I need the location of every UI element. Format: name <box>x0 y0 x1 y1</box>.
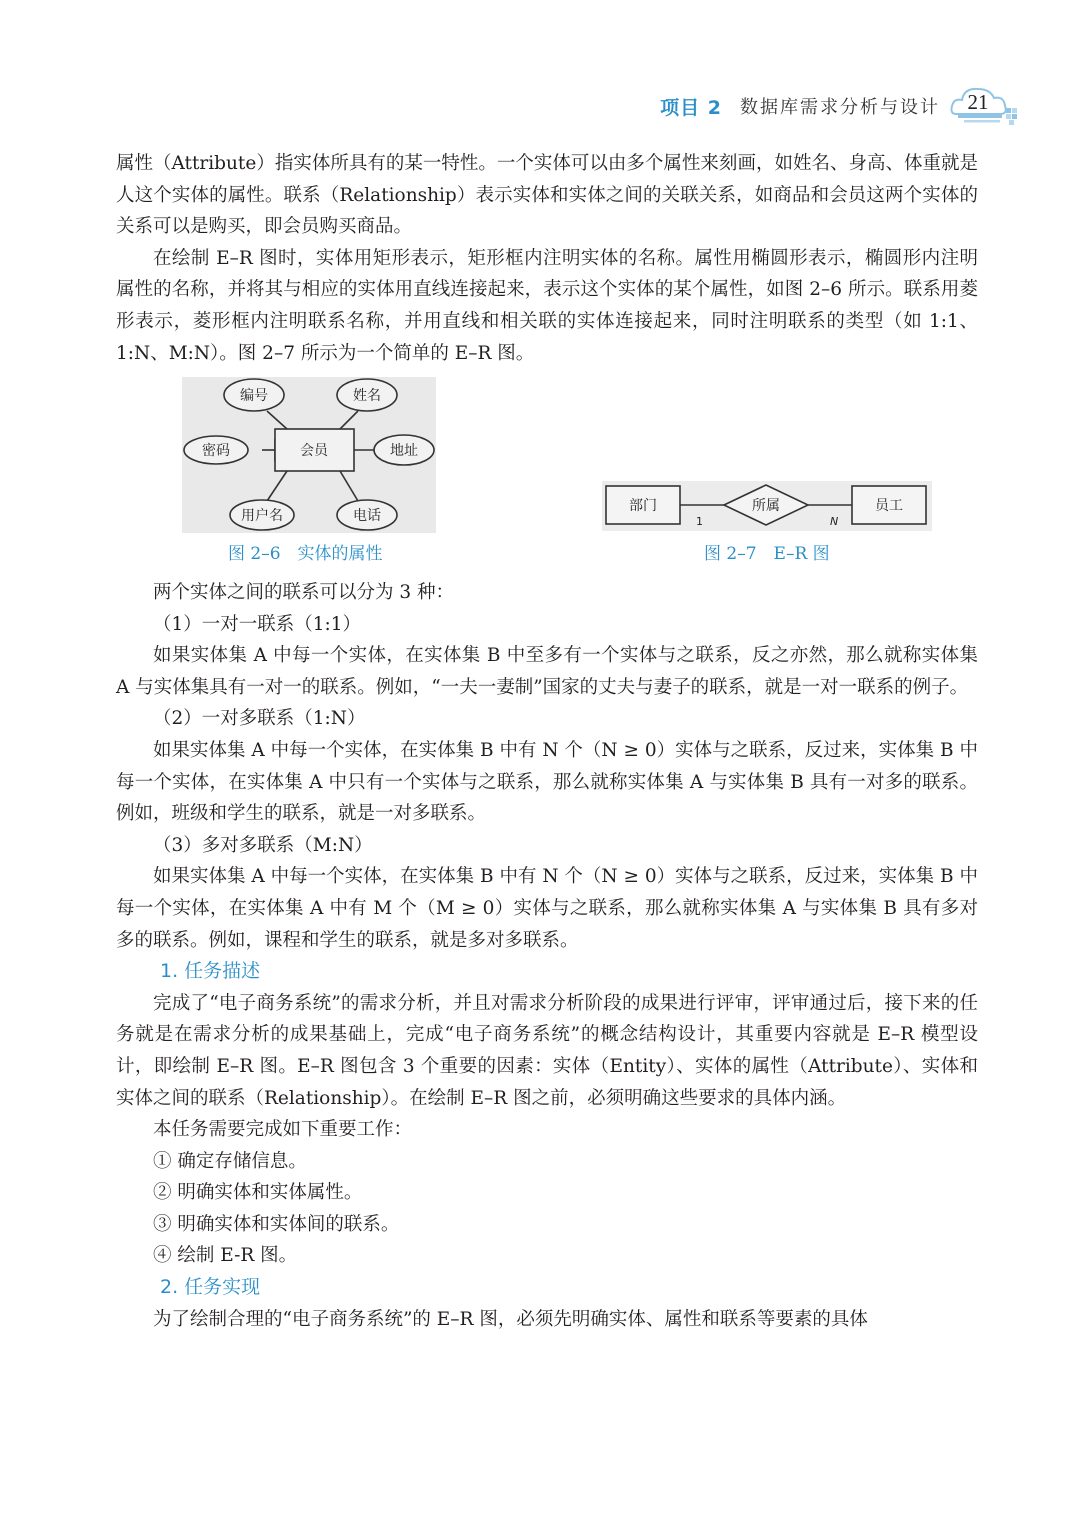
paragraph-one-to-one: 如果实体集 A 中每一个实体，在实体集 B 中至多有一个实体与之联系，反之亦然，那么就称实体集 A 与实体集具有一对一的联系。例如，“一夫一妻制”国家的丈夫与妻子的联系，就是一对一联系的例子。 <box>116 645 978 698</box>
paragraph-intro: 两个实体之间的联系可以分为 3 种： <box>153 582 455 603</box>
figure-2-7-diagram <box>602 481 932 531</box>
relationship-belongs: 所属 <box>752 498 780 514</box>
page-number-badge <box>948 84 1018 128</box>
paragraph-task-implementation: 为了绘制合理的“电子商务系统”的 E–R 图，必须先明确实体、属性和联系等要素的具体 <box>153 1308 868 1330</box>
entity-department: 部门 <box>629 498 657 514</box>
list-item: ③ 明确实体和实体间的联系。 <box>153 1213 400 1235</box>
paragraph-work-list-intro: 本任务需要完成如下重要工作： <box>153 1119 413 1141</box>
subheading-one-to-many: （2）一对多联系（1:N） <box>153 708 366 730</box>
attr-address: 地址 <box>390 443 418 459</box>
attr-id: 编号 <box>240 388 268 404</box>
cardinality-one: 1 <box>696 515 703 528</box>
header-title: 数据库需求分析与设计 <box>740 97 940 118</box>
attr-phone: 电话 <box>353 508 381 524</box>
paragraph-many-to-many: 如果实体集 A 中每一个实体，在实体集 B 中有 N 个（N ≥ 0）实体与之联系，反过来，实体集 B 中每一个实体，在实体集 A 中有 M 个（M ≥ 0）实体与之联系，那么就称实体集 A 与实体集 B 具有多对多的联系。例如，课程和学生的联系，就是多对多联系。 <box>116 866 979 951</box>
header-project: 项目 2 <box>660 96 722 119</box>
paragraph-er-drawing: 在绘制 E–R 图时，实体用矩形表示，矩形框内注明实体的名称。属性用椭圆形表示，椭圆形内注明属性的名称，并将其与相应的实体用直线连接起来，表示这个实体的某个属性，如图 2–6 所示。联系用菱形表示，菱形框内注明联系名称，并用直线和相关联的实体连接起来，同时注明联系的类型（如 1:1、1:N、M:N）。图 2–7 所示为一个简单的 E–R 图。 <box>116 247 978 364</box>
paragraph-attribute: 属性（Attribute）指实体所具有的某一特性。一个实体可以由多个属性来刻画，如姓名、身高、体重就是人这个实体的属性。联系（Relationship）表示实体和实体之间的关联关系，如商品和会员这两个实体的关系可以是购买，即会员购买商品。 <box>116 153 978 238</box>
attr-username: 用户名 <box>241 508 283 524</box>
top-text-block <box>116 148 978 369</box>
page-number: 21 <box>967 90 989 114</box>
list-item: ④ 绘制 E-R 图。 <box>153 1245 298 1267</box>
paragraph-one-to-many: 如果实体集 A 中每一个实体，在实体集 B 中有 N 个（N ≥ 0）实体与之联系，反过来，实体集 B 中每一个实体，在实体集 A 中只有一个实体与之联系，那么就称实体集 A 与实体集 B 具有一对多的联系。例如，班级和学生的联系，就是一对多联系。 <box>116 739 979 825</box>
body-text-block <box>116 577 978 1335</box>
figure-2-6-caption: 图 2–6 实体的属性 <box>228 544 383 564</box>
subheading-many-to-many: （3）多对多联系（M:N） <box>153 834 373 856</box>
attr-name: 姓名 <box>353 388 381 404</box>
entity-employee: 员工 <box>875 498 903 514</box>
figure-2-6-diagram <box>182 377 436 533</box>
figures <box>116 375 978 570</box>
subheading-one-to-one: （1）一对一联系（1:1） <box>153 613 362 635</box>
page-header <box>660 84 1018 128</box>
heading-task-implementation: 2. 任务实现 <box>160 1276 261 1299</box>
paragraph-task-description: 完成了“电子商务系统”的需求分析，并且对需求分析阶段的成果进行评审，评审通过后，接下来的任务就是在需求分析的成果基础上，完成“电子商务系统”的概念结构设计，其重要内容就是 E–R 模型设计，即绘制 E–R 图。E–R 图包含 3 个重要的因素：实体（Entity）、实体的属性（Attribute）、实体和实体之间的联系（Relationship）。在绘制 E–R 图之前，必须明确这些要求的具体内涵。 <box>116 992 978 1109</box>
entity-member: 会员 <box>300 443 328 459</box>
heading-task-description: 1. 任务描述 <box>160 960 261 983</box>
attr-password: 密码 <box>202 443 230 459</box>
list-item: ① 确定存储信息。 <box>153 1150 307 1172</box>
list-item: ② 明确实体和实体属性。 <box>153 1182 363 1204</box>
figure-2-7-caption: 图 2–7 E–R 图 <box>704 544 830 564</box>
cardinality-n: N <box>830 515 839 528</box>
